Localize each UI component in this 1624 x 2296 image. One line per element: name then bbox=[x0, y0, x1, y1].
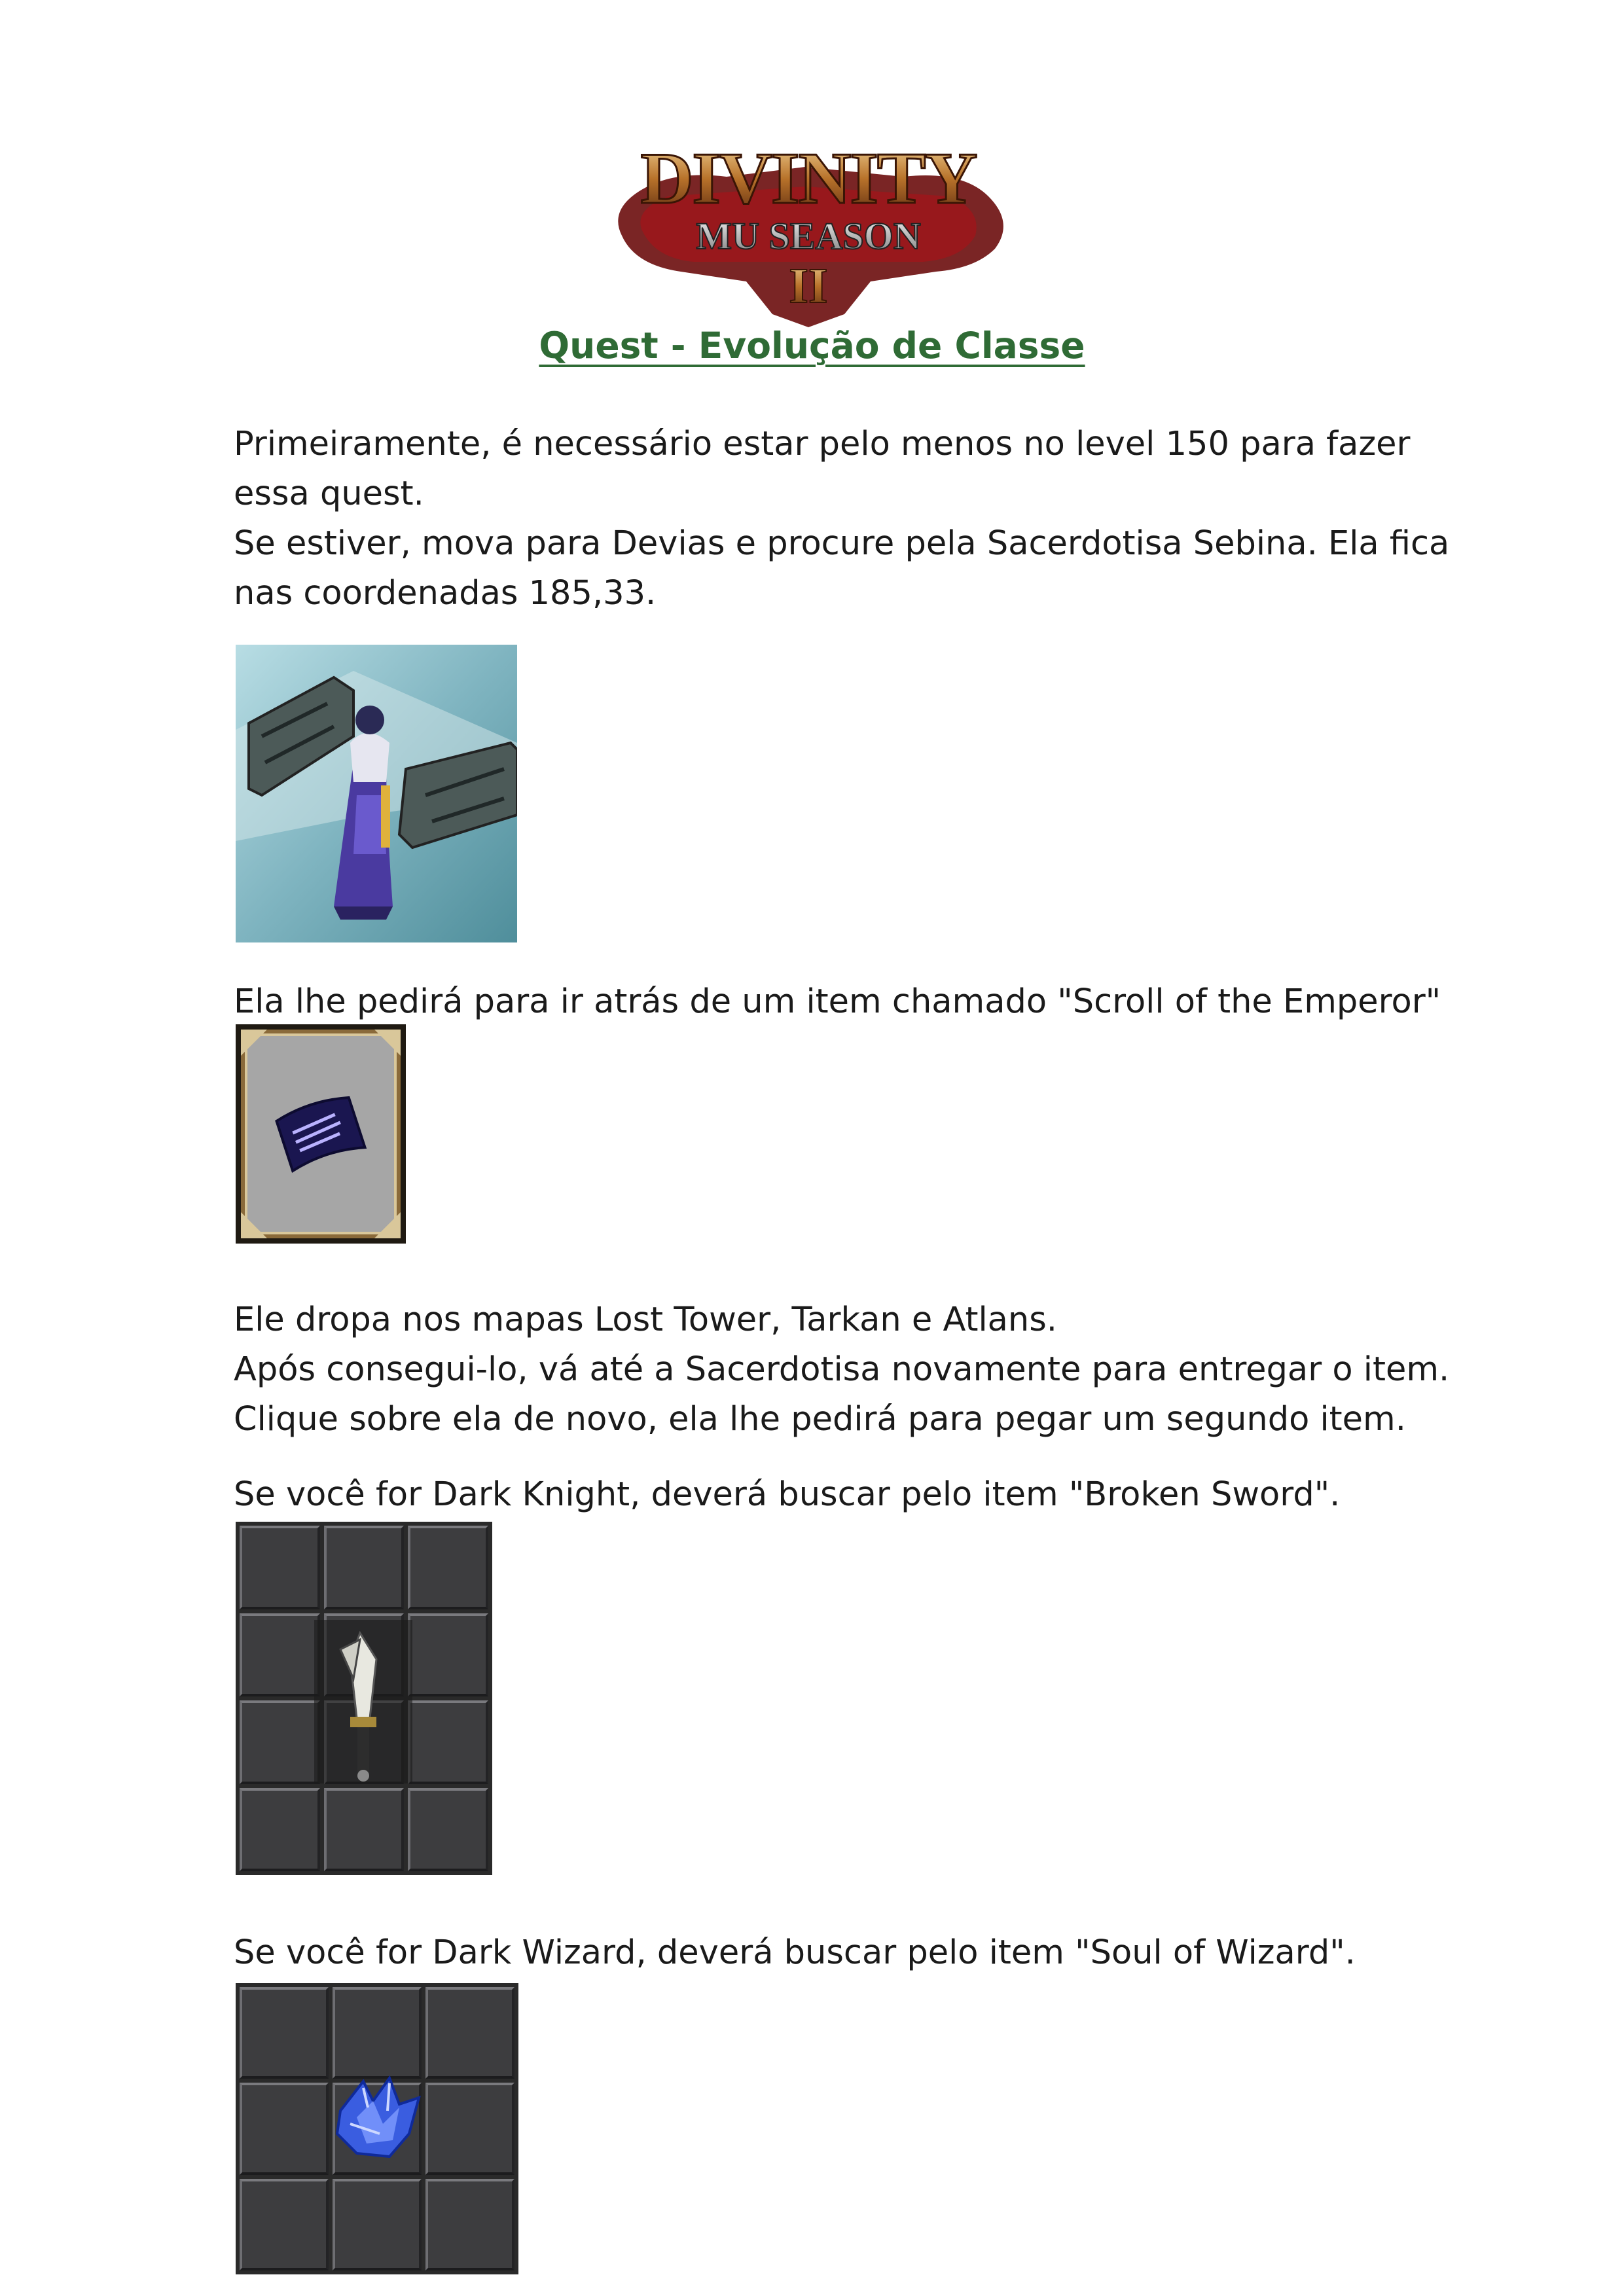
page-title: Quest - Evolução de Classe bbox=[539, 325, 1085, 367]
intro-line-2: essa quest. bbox=[234, 475, 424, 513]
dark-wizard-text: Se você for Dark Wizard, deverá buscar pelo item "Soul of Wizard". bbox=[234, 1933, 1356, 1972]
broken-sword-inventory bbox=[236, 1522, 492, 1875]
divinity-logo bbox=[596, 131, 1021, 327]
priestess-image bbox=[236, 645, 517, 942]
soul-of-wizard-inventory bbox=[236, 1983, 518, 2274]
logo-title: DIVINITY bbox=[640, 138, 977, 219]
drop-info-line-3: Clique sobre ela de novo, ela lhe pedirá para pegar um segundo item. bbox=[234, 1400, 1406, 1439]
intro-line-3: Se estiver, mova para Devias e procure pela Sacerdotisa Sebina. Ela fica bbox=[234, 524, 1450, 563]
dark-knight-text: Se você for Dark Knight, deverá buscar pelo item "Broken Sword". bbox=[234, 1475, 1341, 1514]
intro-line-1: Primeiramente, é necessário estar pelo menos no level 150 para fazer bbox=[234, 425, 1411, 463]
intro-line-4: nas coordenadas 185,33. bbox=[234, 574, 657, 613]
drop-info-line-1: Ele dropa nos mapas Lost Tower, Tarkan e Atlans. bbox=[234, 1300, 1058, 1339]
drop-info-line-2: Após consegui-lo, vá até a Sacerdotisa novamente para entregar o item. bbox=[234, 1350, 1450, 1389]
scroll-of-emperor-icon bbox=[236, 1024, 406, 1244]
logo-numeral: II bbox=[789, 259, 828, 314]
scroll-request-text: Ela lhe pedirá para ir atrás de um item chamado "Scroll of the Emperor" bbox=[234, 982, 1441, 1021]
logo-subtitle: MU SEASON bbox=[696, 215, 921, 257]
